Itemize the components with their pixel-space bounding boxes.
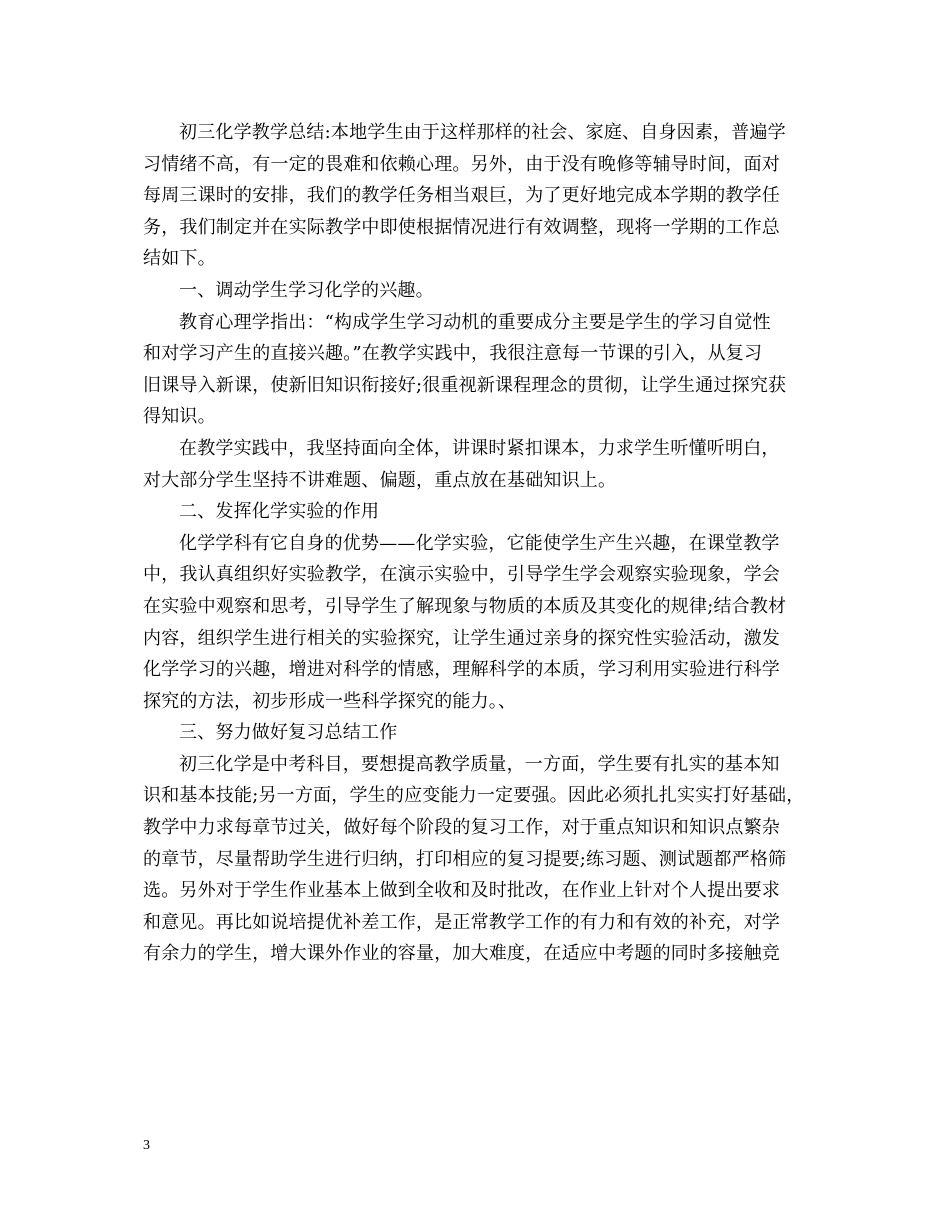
paragraph-intro-line-3: 每周三课时的安排，我们的教学任务相当艰巨，为了更好地完成本学期的教学任 <box>143 185 780 207</box>
paragraph-review-line-4: 的章节，尽量帮助学生进行归纳，打印相应的复习提要;练习题、测试题都严格筛 <box>143 848 787 870</box>
page-number: 3 <box>143 1138 150 1153</box>
paragraph-intro-line-4: 务，我们制定并在实际教学中即使根据情况进行有效调整，现将一学期的工作总 <box>143 216 780 238</box>
paragraph-intro-line-5: 结如下。 <box>143 248 216 270</box>
paragraph-practice-line-1: 在教学实践中，我坚持面向全体，讲课时紧扣课本，力求学生听懂听明白， <box>179 437 780 459</box>
paragraph-review-line-1: 初三化学是中考科目，要想提高教学质量，一方面，学生要有扎实的基本知 <box>179 753 780 775</box>
paragraph-experiment-line-6: 探究的方法，初步形成一些科学探究的能力。、 <box>143 690 517 712</box>
paragraph-experiment-line-1: 化学学科有它自身的优势——化学实验，它能使学生产生兴趣，在课堂教学 <box>179 532 780 554</box>
section-heading-3: 三、努力做好复习总结工作 <box>179 722 398 744</box>
paragraph-review-line-3: 教学中力求每章节过关，做好每个阶段的复习工作，对于重点知识和知识点繁杂 <box>143 817 780 839</box>
paragraph-psychology-line-3: 旧课导入新课，使新旧知识衔接好;很重视新课程理念的贯彻，让学生通过探究获 <box>143 374 787 396</box>
paragraph-review-line-7: 有余力的学生，增大课外作业的容量，加大难度，在适应中考题的同时多接触竞 <box>143 943 780 965</box>
paragraph-practice-line-2: 对大部分学生坚持不讲难题、偏题，重点放在基础知识上。 <box>143 469 617 491</box>
paragraph-psychology-line-1: 教育心理学指出：“构成学生学习动机的重要成分主要是学生的学习自觉性 <box>179 311 771 333</box>
section-heading-1: 一、调动学生学习化学的兴趣。 <box>179 279 434 301</box>
paragraph-experiment-line-2: 中，我认真组织好实验教学，在演示实验中，引导学生学会观察实验现象，学会 <box>143 564 780 586</box>
paragraph-intro-line-1: 初三化学教学总结:本地学生由于这样那样的社会、家庭、自身因素，普遍学 <box>179 122 786 143</box>
paragraph-psychology-line-2: 和对学习产生的直接兴趣。”在教学实践中，我很注意每一节课的引入，从复习 <box>143 343 763 365</box>
paragraph-review-line-5: 选。另外对于学生作业基本上做到全收和及时批改，在作业上针对个人提出要求 <box>143 880 780 902</box>
paragraph-review-line-2: 识和基本技能;另一方面，学生的应变能力一定要强。因此必须扎扎实实打好基础， <box>143 785 805 807</box>
paragraph-review-line-6: 和意见。再比如说培提优补差工作，是正常教学工作的有力和有效的补充，对学 <box>143 911 780 933</box>
section-heading-2: 二、发挥化学实验的作用 <box>179 501 380 523</box>
body-text <box>143 117 807 970</box>
paragraph-experiment-line-5: 化学学习的兴趣，增进对科学的情感，理解科学的本质，学习利用实验进行科学 <box>143 659 780 681</box>
paragraph-experiment-line-3: 在实验中观察和思考，引导学生了解现象与物质的本质及其变化的规律;结合教材 <box>143 595 787 617</box>
paragraph-intro-line-2: 习情绪不高，有一定的畏难和依赖心理。另外，由于没有晚修等辅导时间，面对 <box>143 153 780 175</box>
paragraph-experiment-line-4: 内容，组织学生进行相关的实验探究，让学生通过亲身的探究性实验活动，激发 <box>143 627 780 649</box>
paragraph-psychology-line-4: 得知识。 <box>143 406 216 428</box>
